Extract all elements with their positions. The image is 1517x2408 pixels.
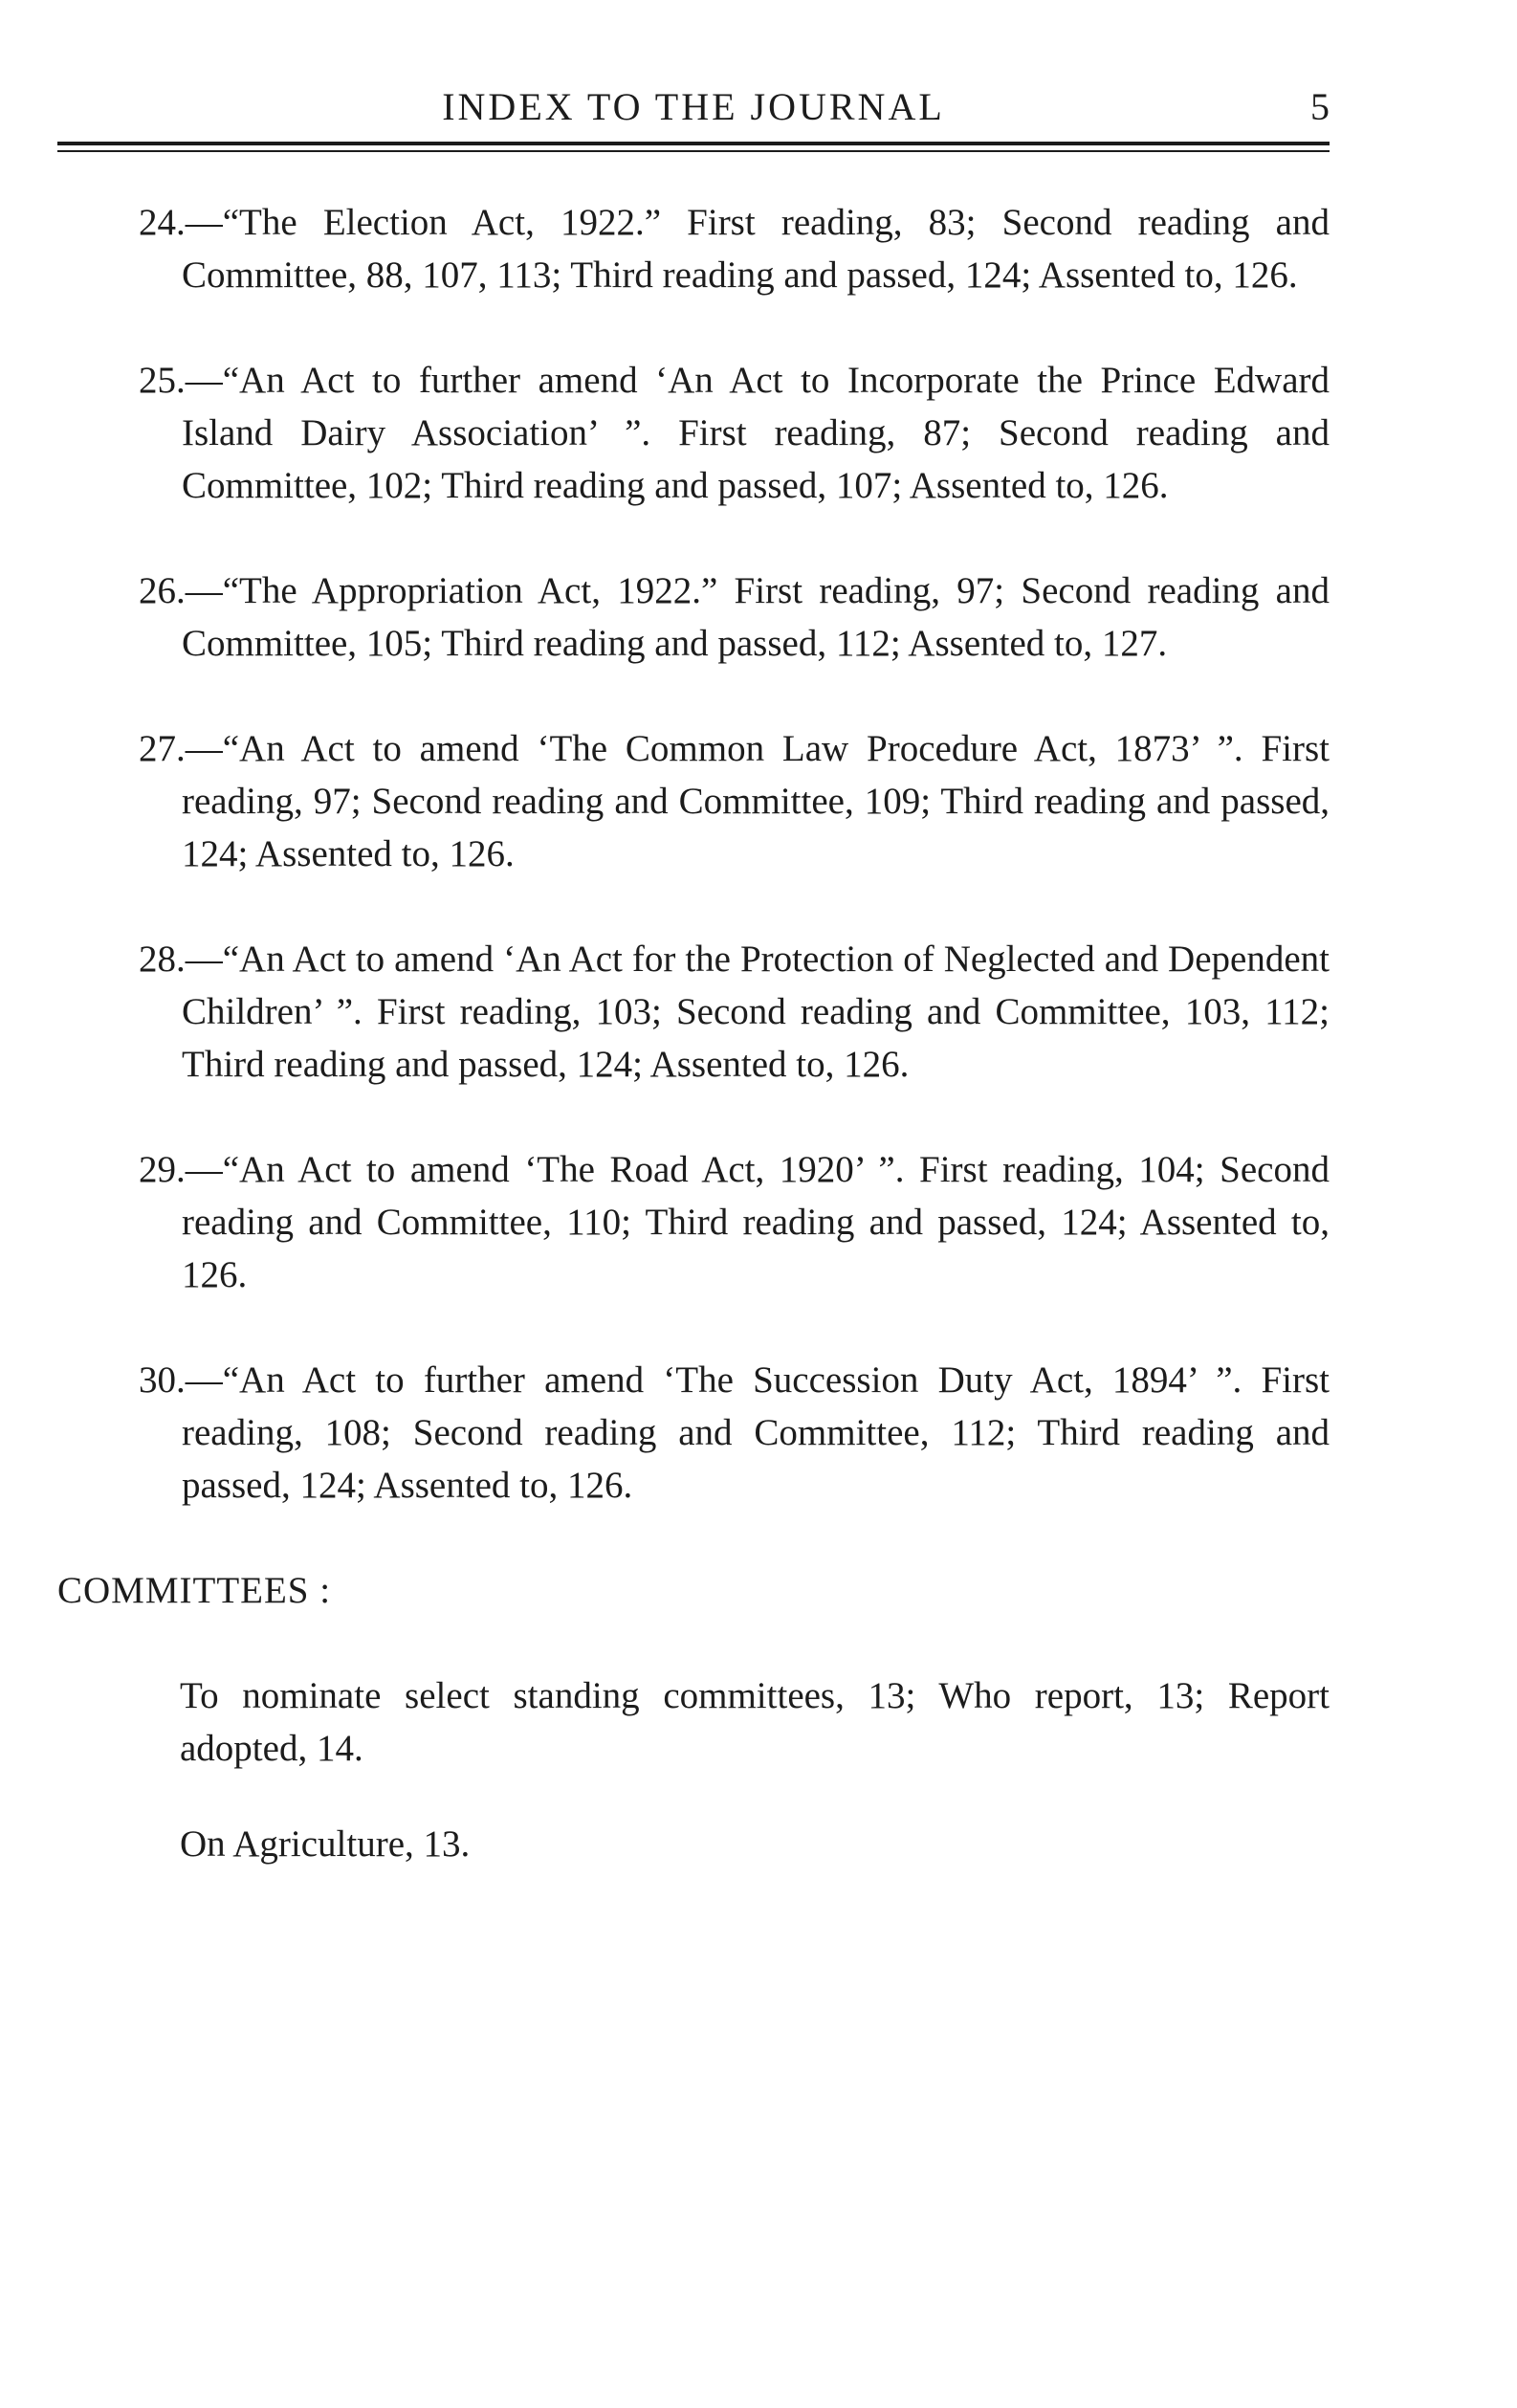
bill-entry-30 (57, 1354, 1330, 1512)
bill-number: 29. (139, 1149, 186, 1190)
bill-text: —“An Act to amend ‘An Act for the Protection of Neglected and Dependent Children’ ”. First reading, 103; Second reading and Committee, 103, 112; Third reading and passed, 124; Assented to, 126. (182, 939, 1330, 1085)
running-title: INDEX TO THE JOURNAL (442, 85, 945, 128)
committee-entry: To nominate select standing committees, 13; Who report, 13; Report adopted, 14. (180, 1675, 1330, 1769)
bill-text: —“The Appropriation Act, 1922.” First reading, 97; Second reading and Committee, 105; Third reading and passed, 112; Assented to, 127. (182, 570, 1330, 664)
bill-number: 30. (139, 1359, 186, 1401)
index-entries (57, 196, 1330, 1913)
bill-text: —“An Act to further amend ‘An Act to Incorporate the Prince Edward Island Dairy Association’ ”. First reading, 87; Second reading and Committee, 102; Third reading and passed, 107; Assented to, 126. (182, 360, 1330, 506)
header-rule-thin (57, 150, 1330, 152)
bill-entry-29 (57, 1143, 1330, 1301)
bill-entry-24 (57, 196, 1330, 301)
bill-entry-27 (57, 722, 1330, 880)
bill-number: 25. (139, 360, 186, 401)
page-header (57, 78, 1330, 136)
bill-entry-26 (57, 564, 1330, 670)
page-number: 5 (1310, 85, 1330, 128)
bill-number: 24. (139, 202, 186, 243)
header-rule-thick (57, 142, 1330, 145)
bill-number: 28. (139, 939, 186, 980)
bill-text: —“An Act to further amend ‘The Succession Duty Act, 1894’ ”. First reading, 108; Second reading and Committee, 112; Third reading and passed, 124; Assented to, 126. (182, 1359, 1330, 1506)
bill-entry-28 (57, 933, 1330, 1091)
bill-text: —“An Act to amend ‘The Road Act, 1920’ ”. First reading, 104; Second reading and Committee, 110; Third reading and passed, 124; Assented to, 126. (182, 1149, 1330, 1295)
committees-heading: COMMITTEES : (57, 1570, 332, 1611)
bill-number: 26. (139, 570, 186, 611)
bill-number: 27. (139, 728, 186, 769)
bill-text: —“An Act to amend ‘The Common Law Procedure Act, 1873’ ”. First reading, 97; Second reading and Committee, 109; Third reading and passed, 124; Assented to, 126. (182, 728, 1330, 874)
bill-entry-25 (57, 354, 1330, 512)
bill-text: —“The Election Act, 1922.” First reading, 83; Second reading and Committee, 88, 107, 113; Third reading and passed, 124; Assented to, 126. (182, 202, 1330, 296)
committee-entry: On Agriculture, 13. (180, 1823, 471, 1865)
